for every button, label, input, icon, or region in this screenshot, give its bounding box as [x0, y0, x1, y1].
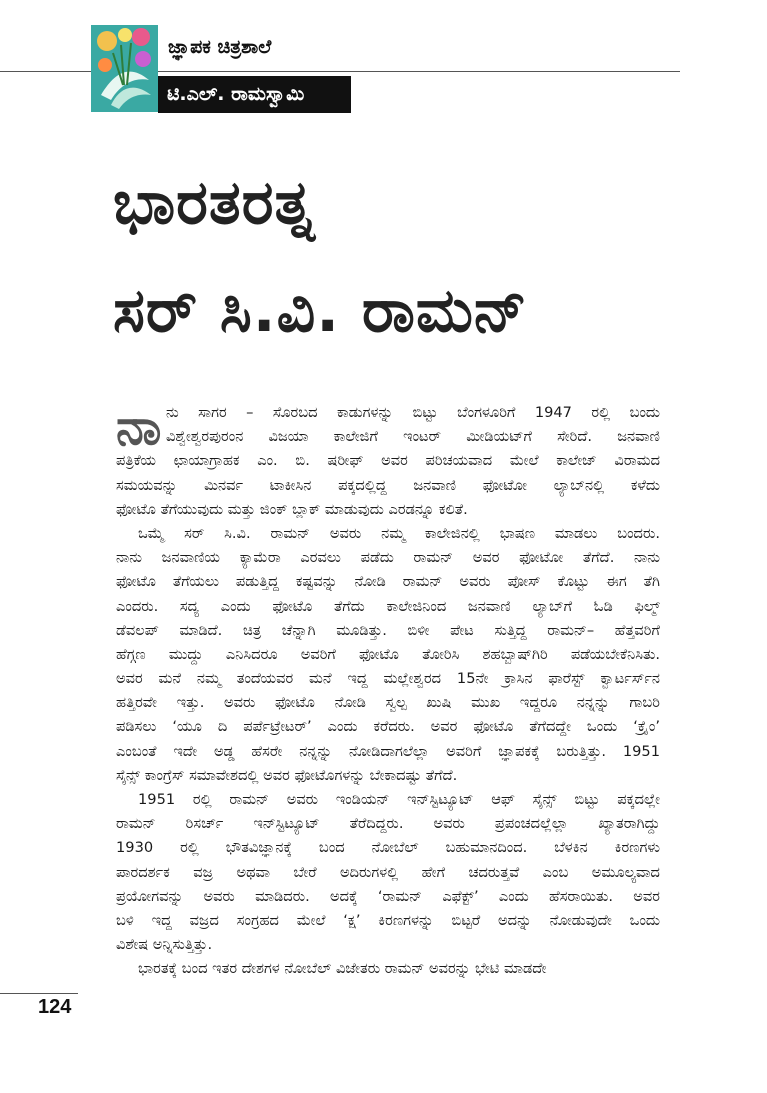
series-logo-icon	[91, 25, 158, 112]
page-number: 124	[38, 996, 72, 1018]
body-line: ನು ಸಾಗರ – ಸೊರಬದ ಕಾಡುಗಳನ್ನು ಬಿಟ್ಟು ಬೆಂಗಳೂರಿಗೆ 1947 ರಲ್ಲಿ ಬಂದು	[166, 404, 660, 421]
body-line: ಫೋಟೊ ತೆಗೆಯಲು ಪಡುತ್ತಿದ್ದ ಕಷ್ಟವನ್ನು ನೋಡಿ ರಾಮನ್ ಅವರು ಪೋಸ್ ಕೊಟ್ಟು ಈಗ ತೆಗಿ	[116, 573, 660, 591]
body-line: ಬಳಿ ಇದ್ದ ವಜ್ರದ ಸಂಗ್ರಹದ ಮೇಲೆ ‘ಕ್ಷ’ ಕಿರಣಗಳನ್ನು ಬಿಟ್ಟರೆ ಅದನ್ನು ನೋಡುವುದೇ ಒಂದು	[116, 911, 660, 929]
author-name-bar: ಟಿ.ಎಲ್. ರಾಮಸ್ವಾಮಿ	[158, 76, 351, 113]
footer-rule	[0, 993, 78, 994]
body-line: ಹೆಗ್ಗಣ ಮುದ್ದು ಎನಿಸಿದರೂ ಅವರಿಗೆ ಫೋಟೊ ತೋರಿಸಿ ಶಹಬ್ಬಾಷ್‌ಗಿರಿ ಪಡೆಯಬೇಕೆನಿಸಿತು.	[116, 645, 660, 663]
body-line: ಒಮ್ಮೆ ಸರ್ ಸಿ.ವಿ. ರಾಮನ್ ಅವರು ನಮ್ಮ ಕಾಲೇಜಿನಲ್ಲಿ ಭಾಷಣ ಮಾಡಲು ಬಂದರು.	[138, 524, 660, 542]
body-line: 1951 ರಲ್ಲಿ ರಾಮನ್ ಅವರು ಇಂಡಿಯನ್ ಇನ್‌ಸ್ಟಿಟ್ಯೂಟ್ ಆಫ್ ಸೈನ್ಸ್ ಬಿಟ್ಟು ಪಕ್ಕದಲ್ಲೇ	[138, 791, 660, 808]
drop-cap: ನಾ	[116, 398, 160, 456]
body-line: ಅವರ ಮನೆ ನಮ್ಮ ತಂದೆಯವರ ಮನೆ ಇದ್ದ ಮಲ್ಲೇಶ್ವರದ 15ನೇ ಕ್ರಾಸಿನ ಫಾರೆಸ್ಟ್ ಕ್ವಾರ್ಟರ್ಸ್‌ನ	[116, 670, 660, 688]
body-line: ಪ್ರಯೋಗವನ್ನು ಅವರು ಮಾಡಿದರು. ಅದಕ್ಕೆ ‘ರಾಮನ್ ಎಫೆಕ್ಟ್’ ಎಂದು ಹೆಸರಾಯಿತು. ಅವರ	[116, 887, 660, 905]
body-line: ವಿಶ್ವೇಶ್ವರಪುರಂನ ವಿಜಯಾ ಕಾಲೇಜಿಗೆ ಇಂಟರ್ ಮೀಡಿಯಟ್‌ಗೆ ಸೇರಿದೆ. ಜನವಾಣಿ	[166, 428, 660, 446]
body-line: ಹತ್ತಿರವೇ ಇತ್ತು. ಅವರು ಫೋಟೊ ನೋಡಿ ಸ್ವಲ್ಪ ಖುಷಿ ಮುಖ ಇದ್ದರೂ ನನ್ನನ್ನು ಗಾಬರಿ	[116, 694, 660, 712]
body-line: ಸೈನ್ಸ್ ಕಾಂಗ್ರೆಸ್ ಸಮಾವೇಶದಲ್ಲಿ ಅವರ ಫೋಟೊಗಳನ್ನು ಬೇಕಾದಷ್ಟು ತೆಗೆದೆ.	[116, 766, 458, 784]
article-title-line-2: ಸರ್ ಸಿ.ವಿ. ರಾಮನ್	[113, 276, 528, 346]
body-line: ಎಂಬಂತೆ ಇದೇ ಅಡ್ಡ ಹೆಸರೇ ನನ್ನನ್ನು ನೋಡಿದಾಗಲೆಲ್ಲಾ ಅವರಿಗೆ ಜ್ಞಾಪಕಕ್ಕೆ ಬರುತ್ತಿತ್ತು. 1951	[116, 742, 660, 760]
body-line: ಡೆವಲಪ್ ಮಾಡಿದೆ. ಚಿತ್ರ ಚೆನ್ನಾಗಿ ಮೂಡಿತ್ತು. ಬಿಳೀ ಪೇಟ ಸುತ್ತಿದ್ದ ರಾಮನ್– ಹೆತ್ತವರಿಗೆ	[116, 621, 660, 639]
body-line: ಎಂದರು. ಸದ್ಯ ಎಂದು ಫೋಟೊ ತೆಗೆದು ಕಾಲೇಜಿನಿಂದ ಜನವಾಣಿ ಲ್ಯಾಬ್‌ಗೆ ಓಡಿ ಫಿಲ್ಮ್	[116, 597, 660, 615]
body-line: ನಾನು ಜನವಾಣಿಯ ಕ್ಯಾಮೆರಾ ಎರವಲು ಪಡೆದು ರಾಮನ್ ಅವರ ಫೋಟೋ ತೆಗೆದೆ. ನಾನು	[116, 549, 660, 567]
article-body	[116, 398, 660, 982]
body-line: ವಿಶೇಷ ಅನ್ನಿಸುತ್ತಿತ್ತು.	[116, 936, 213, 954]
body-line: ಭಾರತಕ್ಕೆ ಬಂದ ಇತರ ದೇಶಗಳ ನೋಬೆಲ್ ವಿಜೇತರು ರಾಮನ್ ಅವರನ್ನು ಭೇಟಿ ಮಾಡದೇ	[138, 960, 547, 978]
body-line: ಫೋಟೊ ತೆಗೆಯುವುದು ಮತ್ತು ಜಿಂಕ್ ಬ್ಲಾಕ್ ಮಾಡುವುದು ಎರಡನ್ನೂ ಕಲಿತೆ.	[116, 500, 468, 518]
body-line: ರಾಮನ್ ರಿಸರ್ಚ್ ಇನ್‌ಸ್ಟಿಟ್ಯೂಟ್ ತೆರೆದಿದ್ದರು. ಅವರು ಪ್ರಪಂಚದಲ್ಲೆಲ್ಲಾ ಖ್ಯಾತರಾಗಿದ್ದು	[116, 815, 660, 833]
body-line: ಪಡಿಸಲು ‘ಯೂ ದಿ ಪರ್ಪೆಟ್ರೇಟರ್’ ಎಂದು ಕರೆದರು. ಅವರ ಫೋಟೊ ತೆಗೆದದ್ದೇ ಒಂದು ‘ಕ್ರೈಂ’	[116, 718, 660, 736]
body-line: ಸಮಯವನ್ನು ಮಿನರ್ವ ಟಾಕೀಸಿನ ಪಕ್ಕದಲ್ಲಿದ್ದ ಜನವಾಣಿ ಫೋಟೋ ಲ್ಯಾಬ್‌ನಲ್ಲಿ ಕಳೆದು	[116, 476, 660, 494]
article-title-line-1: ಭಾರತರತ್ನ	[113, 168, 316, 238]
body-line: 1930 ರಲ್ಲಿ ಭೌತವಿಜ್ಞಾನಕ್ಕೆ ಬಂದ ನೋಬೆಲ್ ಬಹುಮಾನದಿಂದ. ಬೆಳಕಿನ ಕಿರಣಗಳು	[116, 839, 660, 857]
series-title: ಜ್ಞಾಪಕ ಚಿತ್ರಶಾಲೆ	[168, 36, 272, 58]
body-line: ಪತ್ರಿಕೆಯ ಛಾಯಾಗ್ರಾಹಕ ಎಂ. ಬಿ. ಷರೀಫ್ ಅವರ ಪರಿಚಯವಾದ ಮೇಲೆ ಕಾಲೇಜ್ ವಿರಾಮದ	[116, 452, 660, 470]
body-line: ಪಾರದರ್ಶಕ ವಜ್ರ ಅಥವಾ ಬೇರೆ ಅದಿರುಗಳಲ್ಲಿ ಹೇಗೆ ಚದರುತ್ತವೆ ಎಂಬ ಅಮೂಲ್ಯವಾದ	[116, 863, 660, 881]
